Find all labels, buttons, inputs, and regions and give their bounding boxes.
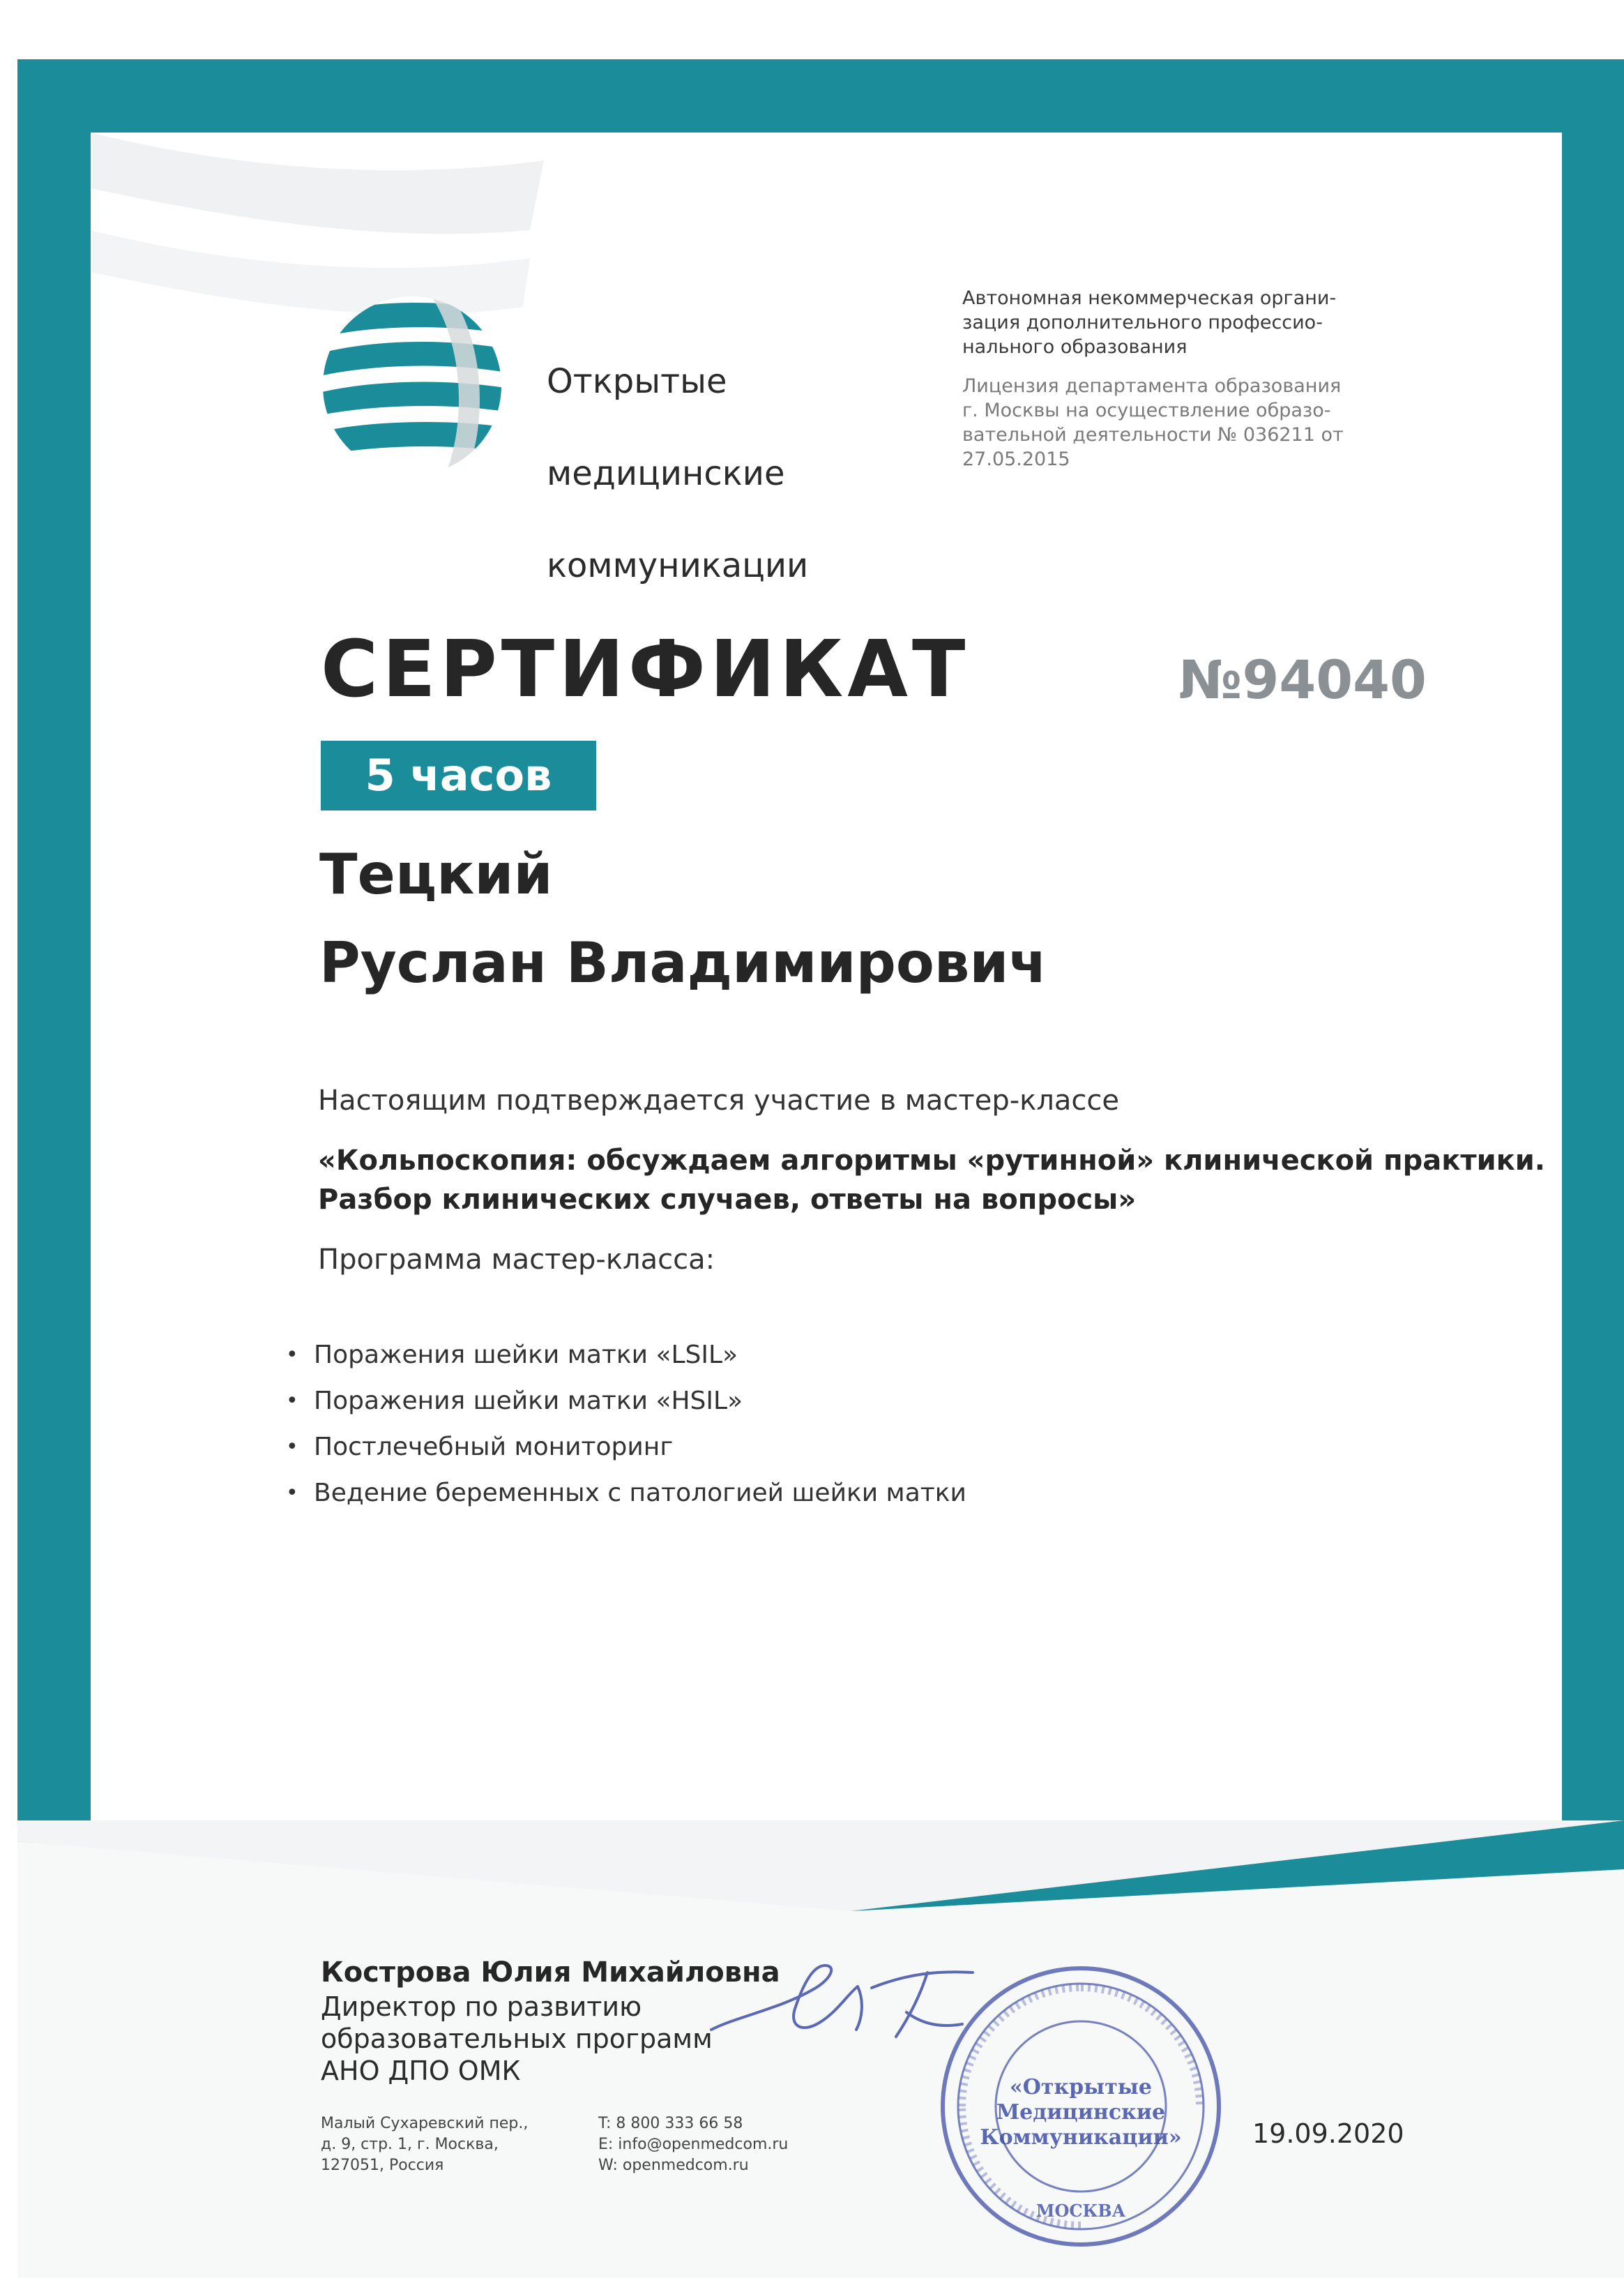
program-item-text: Поражения шейки матки «LSIL» <box>314 1341 738 1369</box>
role-line-2: образовательных программ <box>321 2023 713 2054</box>
address-line-2: д. 9, стр. 1, г. Москва, <box>321 2136 499 2153</box>
address-line-3: 127051, Россия <box>321 2157 444 2174</box>
license-line-3: вательной деятельности № 036211 от <box>962 424 1344 446</box>
contact-info <box>598 2113 788 2176</box>
issue-date: 19.09.2020 <box>1252 2118 1404 2149</box>
list-item <box>286 1470 966 1516</box>
brand-line-2: медицинские <box>547 454 785 493</box>
round-seal-icon <box>934 1960 1227 2253</box>
holder-surname: Тецкий <box>319 842 553 907</box>
organization-description <box>962 286 1395 359</box>
contact-website: W: openmedcom.ru <box>598 2157 749 2174</box>
bullet: • <box>286 1389 298 1413</box>
bullet: • <box>286 1481 298 1505</box>
license-info <box>962 374 1395 472</box>
license-line-1: Лицензия департамента образования <box>962 375 1342 397</box>
hours-badge: 5 часов <box>321 741 596 810</box>
role-line-3: АНО ДПО ОМК <box>321 2056 521 2086</box>
course-line-1: «Кольпоскопия: обсуждаем алгоритмы «рутинной» клинической практики. <box>318 1145 1545 1177</box>
course-title <box>318 1141 1573 1219</box>
bullet: • <box>286 1435 298 1459</box>
org-line-2: зация дополнительного профессио- <box>962 312 1323 333</box>
license-line-4: 27.05.2015 <box>962 448 1070 470</box>
program-list <box>286 1332 966 1516</box>
contact-email: E: info@openmedcom.ru <box>598 2136 789 2153</box>
certificate-number: №94040 <box>1178 649 1427 711</box>
signer-role <box>321 1991 713 2087</box>
postal-address <box>321 2113 528 2176</box>
program-item-text: Ведение беременных с патологией шейки матки <box>314 1479 966 1507</box>
brand-name <box>547 312 808 635</box>
list-item <box>286 1378 966 1424</box>
stamp-line-3: Коммуникации» <box>980 2125 1182 2150</box>
program-item-text: Постлечебный мониторинг <box>314 1433 674 1461</box>
program-item-text: Поражения шейки матки «HSIL» <box>314 1387 743 1415</box>
sphere-logo-icon <box>318 292 506 480</box>
list-item <box>286 1424 966 1470</box>
watermark-ribbon <box>91 133 544 234</box>
role-line-1: Директор по развитию <box>321 1991 642 2022</box>
brand-line-3: коммуникации <box>547 546 809 585</box>
holder-first-middle-name: Руслан Владимирович <box>319 930 1047 995</box>
contact-phone: T: 8 800 333 66 58 <box>598 2115 743 2132</box>
signer-name: Кострова Юлия Михайловна <box>321 1956 780 1989</box>
brand-line-1: Открытые <box>547 362 727 401</box>
list-item <box>286 1332 966 1378</box>
license-line-2: г. Москвы на осуществление образо- <box>962 400 1331 421</box>
org-line-1: Автономная некоммерческая органи- <box>962 287 1337 309</box>
stamp-city: МОСКВА <box>1035 2201 1126 2221</box>
certificate-title: СЕРТИФИКАТ <box>321 624 970 715</box>
bullet: • <box>286 1343 298 1367</box>
stamp-line-1: «Открытые <box>1010 2075 1152 2099</box>
stamp-line-2: Медицинские <box>996 2100 1166 2125</box>
holder-name <box>319 830 1047 1007</box>
participation-statement: Настоящим подтверждается участие в мастер-классе <box>318 1085 1119 1117</box>
org-line-3: нального образования <box>962 336 1187 358</box>
program-heading: Программа мастер-класса: <box>318 1244 715 1276</box>
course-line-2: Разбор клинических случаев, ответы на вопросы» <box>318 1184 1137 1216</box>
address-line-1: Малый Сухаревский пер., <box>321 2115 529 2132</box>
